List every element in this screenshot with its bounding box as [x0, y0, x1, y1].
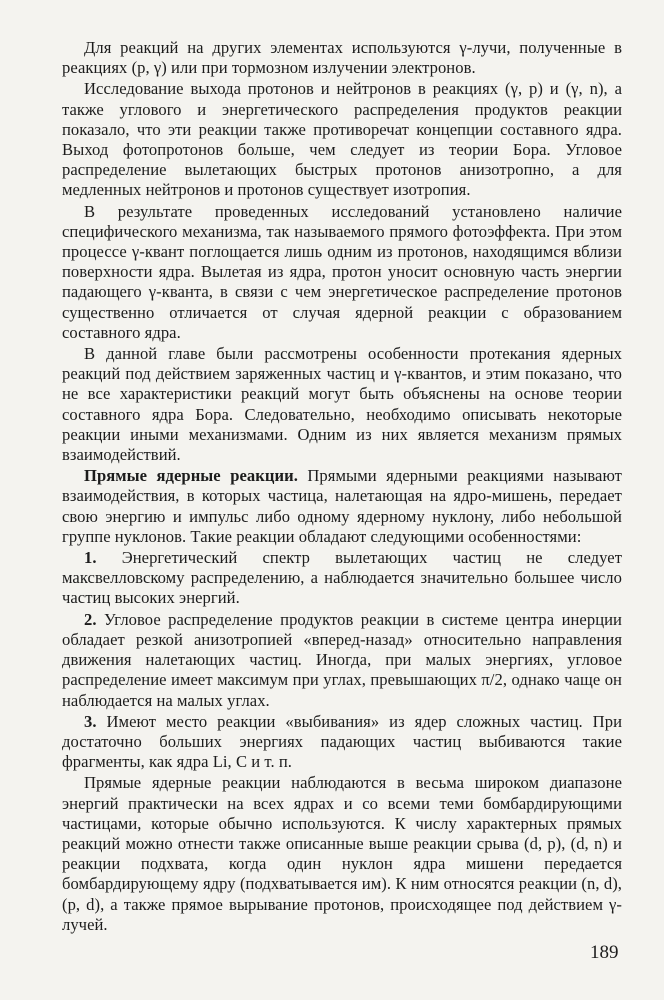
paragraph-direct-reaction-examples: Прямые ядерные реакции наблюдаются в весьма широком диапазоне энергий практически на всех ядрах и со всеми теми бомбардирующими частицами, которые обычно используются. К числу характерных прямых реакций можно отнести также описанные выше реакции срыва (d, p), (d, n) и реакции подхвата, когда один нуклон ядра мишени передается бомбардирующему ядру (подхватывается им). К ним относятся реакции (n, d), (p, d), а также прямое вырывание протонов, происходящее под действием γ-лучей. — [62, 773, 622, 934]
page-number: 189 — [590, 942, 619, 963]
paragraph-photonuclear-yield: Исследование выхода протонов и нейтронов в реакциях (γ, p) и (γ, n), а также углового и энергетического распределения продуктов реакции показало, что эти реакции также противоречат концепции составного ядра. Выход фотопротонов больше, чем следует из теории Бора. Угловое распределение вылетающих быстрых протонов анизотропно, а для медленных нейтронов и протонов существует изотропия. — [62, 79, 622, 200]
paragraph-direct-reactions-heading: Прямые ядерные реакции. Прямыми ядерными реакциями называют взаимодействия, в которых частица, налетающая на ядро-мишень, передает свою энергию и импульс либо одному ядерному нуклону, либо небольшой группе нуклонов. Такие реакции обладают следующими особенностями: — [62, 466, 622, 546]
section-heading: Прямые ядерные реакции. — [84, 466, 298, 486]
list-item-1: 1. Энергетический спектр вылетающих частиц не следует максвелловскому распределению, а наблюдается значительно большее число частиц высоких энергий. — [62, 548, 622, 608]
paragraph-chapter-summary: В данной главе были рассмотрены особенности протекания ядерных реакций под действием заряженных частиц и γ-квантов, и этим показано, что не все характеристики реакций могут быть объяснены на основе теории составного ядра Бора. Следовательно, необходимо описывать некоторые реакции иными механизмами. Одним из них является механизм прямых взаимодействий. — [62, 344, 622, 465]
page-body — [62, 38, 622, 935]
paragraph-direct-photoeffect: В результате проведенных исследований установлено наличие специфического механизма, так называемого прямого фотоэффекта. При этом процессе γ-квант поглощается лишь одним из протонов, находящимся вблизи поверхности ядра. Вылетая из ядра, протон уносит основную часть энергии падающего γ-кванта, в связи с чем энергетическое распределение протонов существенно отличается от случая ядерной реакции с образованием составного ядра. — [62, 201, 622, 342]
paragraph-photon-sources: Для реакций на других элементах используются γ-лучи, полученные в реакциях (p, γ) или при тормозном излучении электронов. — [62, 38, 622, 78]
list-item-2: 2. Угловое распределение продуктов реакции в системе центра инерции обладает резкой анизотропией «вперед-назад» относительно направления движения налетающих частиц. Иногда, при малых энергиях, угловое распределение имеет максимум при углах, превышающих π/2, однако чаще он наблюдается на малых углах. — [62, 609, 622, 710]
list-item-3: 3. Имеют место реакции «выбивания» из ядер сложных частиц. При достаточно больших энергиях падающих частиц выбиваются такие фрагменты, как ядра Li, C и т. п. — [62, 711, 622, 772]
